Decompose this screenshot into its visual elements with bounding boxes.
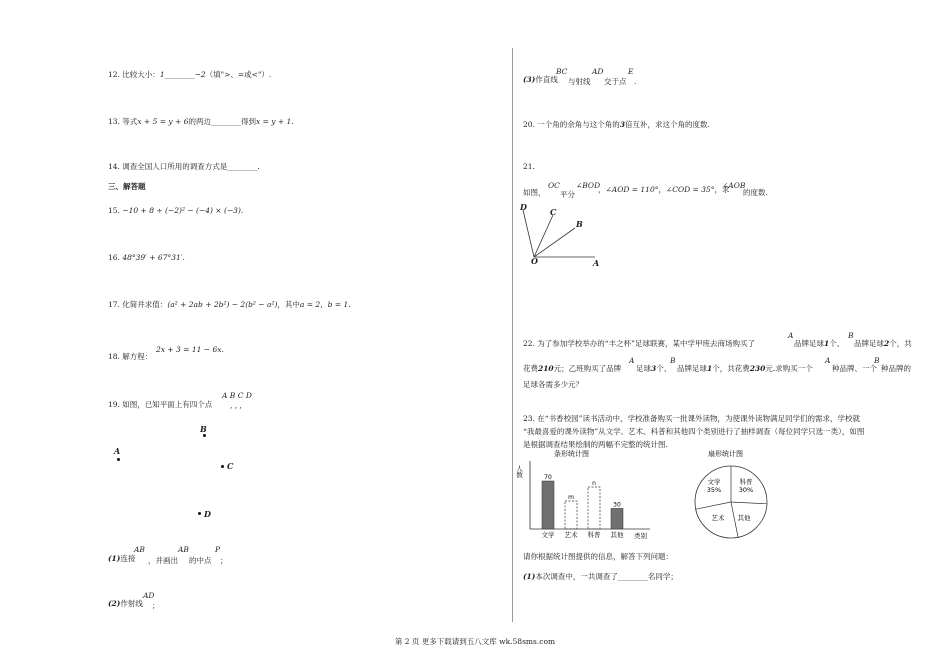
q22-line2-d: 种品牌的: [881, 364, 911, 373]
q22-a2: A: [629, 356, 635, 365]
q22-b3: B: [874, 356, 880, 365]
bar-category-label: 艺术: [564, 531, 578, 539]
angle-label-d: D: [520, 202, 527, 212]
q22-line1-end: 品牌足球2个，共: [854, 339, 912, 348]
q22-line1-mid: 品牌足球1个、: [794, 339, 845, 348]
question-19-part-2: (2)作射线: [108, 599, 143, 608]
pie-divider: [696, 502, 731, 509]
q22-a1: A: [788, 331, 794, 340]
point-a-dot: [117, 458, 120, 461]
question-23-line-2: “我最喜爱的课外读物”从文学、艺术、科普和其他四个类别进行了抽样调查（每位同学只选一类），如图: [523, 427, 865, 436]
q19-3-ad: AD: [592, 67, 604, 76]
point-c-dot: [221, 465, 224, 468]
q19-3-bc: BC: [556, 67, 568, 76]
question-21-number: 21.: [523, 162, 535, 171]
bar-其他: [611, 508, 623, 529]
bar-value-label: m: [568, 494, 574, 501]
question-17: 17. 化简并求值：(a² + 2ab + 2b²) − 2(b² − a²)，其中a = 2，b = 1.: [108, 300, 351, 309]
angle-label-b: B: [576, 219, 583, 229]
pie-slice-label: 科普: [739, 478, 753, 486]
q19-3-text-c: 交于点: [604, 77, 627, 86]
pie-divider: [731, 502, 767, 504]
question-21: 如图，: [523, 188, 546, 197]
q22-line2-c: 种品牌、一个: [832, 364, 877, 373]
q19-1-text-b: ，并画出: [148, 556, 178, 565]
point-d-dot: [198, 512, 201, 515]
bar-category-label: 文学: [541, 531, 555, 539]
pie-slice-percent: 35%: [706, 486, 722, 494]
question-20: 20. 一个角的余角与这个角的3倍互补，求这个角的度数.: [523, 120, 710, 129]
point-c-label: C: [227, 461, 234, 471]
question-19-part-3: (3)作直线: [523, 75, 558, 84]
question-19-points: A B C D: [222, 391, 252, 400]
angle-figure: [515, 198, 605, 273]
bar-艺术: [565, 501, 577, 529]
pie-chart-title: 扇形统计图: [708, 450, 743, 458]
angle-label-a: A: [593, 258, 600, 268]
q21-oc: OC: [548, 181, 560, 190]
q22-line2-b: 品牌足球1个，共花费230元.求购买一个: [677, 364, 813, 373]
q19-3-text-b: 与射线: [568, 77, 591, 86]
q22-a3: A: [825, 356, 831, 365]
bar-chart: [516, 447, 666, 542]
point-a-label: A: [114, 446, 121, 456]
point-b-label: B: [200, 424, 207, 434]
page-footer: 第 2 页 更多下载请到五八文库 wk.58sms.com: [394, 637, 556, 646]
section-heading: 三、解答题: [108, 182, 146, 191]
bar-value-label: n: [592, 480, 596, 487]
q21-body: ，∠AOD = 110°，∠COD = 35°，求: [598, 185, 730, 194]
question-13: 13. 等式x + 5 = y + 6的两边________得到x = y + 1.: [108, 117, 294, 126]
column-divider: [512, 48, 513, 622]
question-22-line-2: 花费210元；乙班购买了品牌: [523, 364, 622, 373]
question-19-part-1: (1)连接: [108, 554, 136, 563]
pie-slice-label: 艺术: [711, 514, 725, 522]
question-18: 18. 解方程：: [108, 352, 153, 361]
point-d-label: D: [204, 509, 211, 519]
bar-科普: [588, 487, 600, 529]
angle-label-o: O: [531, 256, 538, 266]
question-14: 14. 调查全国人口所用的调查方式是________.: [108, 162, 260, 171]
q19-3-e: E: [628, 67, 634, 76]
bar-value-label: 70: [544, 474, 552, 481]
q21-aob: ∠AOB: [722, 181, 746, 190]
q21-text-b: 平分: [560, 190, 575, 199]
pie-slice-percent: 30%: [738, 486, 754, 494]
question-23-part-1: (1)本次调查中，一共调查了________名同学；: [523, 572, 678, 581]
q21-bod: ∠BOD: [576, 181, 601, 190]
pie-slice-label: 文学: [707, 478, 721, 486]
angle-label-c: C: [550, 207, 557, 217]
question-23-line-3: 是根据调查结果绘制的两幅不完整的统计图.: [523, 440, 668, 449]
q19-1-p: P: [215, 545, 221, 554]
q21-end: 的度数.: [743, 188, 768, 197]
q19-2-end: ；: [152, 601, 160, 610]
q19-1-end: ；: [220, 556, 228, 565]
bar-value-label: 30: [613, 501, 621, 509]
question-19: 19. 如图，已知平面上有四个点: [108, 400, 213, 409]
question-16: 16. 48°39′ + 67°31′.: [108, 253, 185, 262]
question-22-line-3: 足球各需多少元？: [523, 380, 583, 389]
question-15: 15. −10 + 8 ÷ (−2)² − (−4) × (−3).: [108, 206, 244, 215]
bar-文学: [542, 481, 554, 529]
question-23-line-1: 23. 在“书香校园”读书活动中，学校准备购买一批课外读物，为使课外读物满足同学们的需求，学校就: [523, 414, 860, 423]
q19-1-text-c: 的中点: [189, 556, 212, 565]
point-b-dot: [203, 434, 206, 437]
q22-line2-a: 足球3个、: [636, 364, 672, 373]
q22-b2: B: [670, 356, 676, 365]
bar-chart-xlabel: 类别: [634, 532, 647, 540]
question-22-line-1: 22. 为了参加学校举办的“丰之杯”足球联赛，某中学甲班去商场购买了: [523, 339, 755, 348]
bar-chart-title: 条形统计图: [554, 450, 589, 458]
question-19-separators: , , ,: [230, 401, 242, 410]
q22-b1: B: [848, 331, 854, 340]
pie-slice-label: 其他: [737, 514, 751, 522]
q19-3-end: .: [634, 77, 637, 86]
bar-chart-ylabel: 人数: [515, 465, 523, 478]
pie-chart: [688, 447, 778, 542]
question-23-prompt: 请你根据统计图提供的信息，解答下列问题：: [523, 552, 673, 561]
q19-1-ab: AB: [134, 545, 145, 554]
bar-category-label: 科普: [587, 531, 601, 539]
question-18-equation: 2x + 3 = 11 − 6x.: [156, 345, 224, 354]
question-12: 12. 比较大小：1________−2（填">、=或<"）.: [108, 70, 272, 79]
q19-2-ad: AD: [143, 591, 155, 600]
q19-1-ab2: AB: [178, 545, 189, 554]
bar-category-label: 其他: [610, 531, 624, 539]
